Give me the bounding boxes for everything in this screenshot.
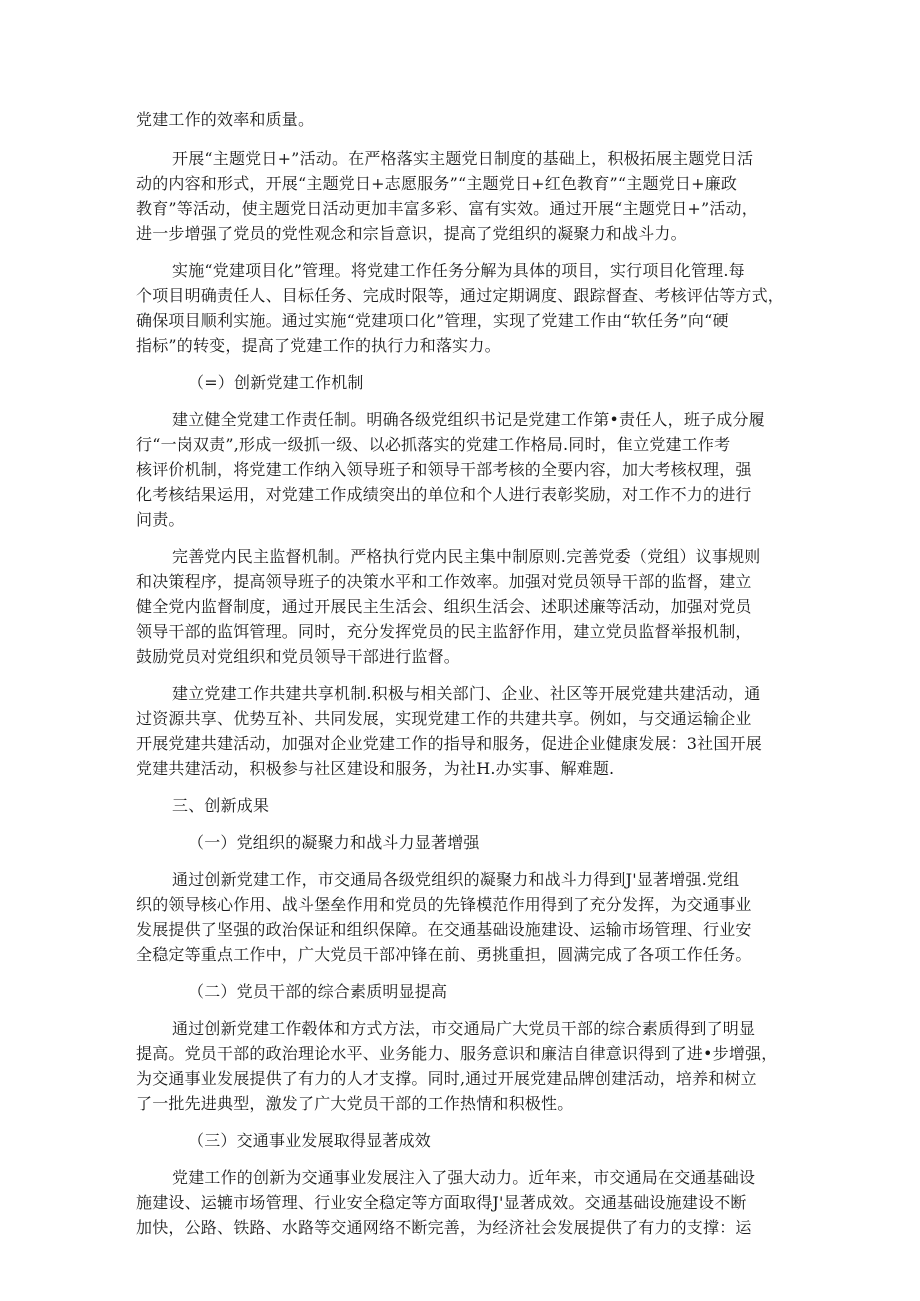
text-line: 提高。党员干部的政治理论水平、业务能力、服务意识和廉洁自律意识得到了进•步增强，	[136, 1044, 778, 1063]
paragraph-first-line: 建立党建工作共建共享机制.积极与相关部门、企业、社区等开展党建共建活动，通	[172, 684, 761, 703]
text-line: 发展提供了坚强的政治保证和组织保障。在交通基础设施建设、运输市场管理、行业安	[136, 920, 752, 939]
paragraph-first-line: 完善党内民主监督机制。严格执行党内民主集中制原则.完善党委（党组）议事规则	[172, 547, 761, 566]
text-line: 为交通事业发展提供了有力的人才支撑。同时,通过开展党建品牌创建活动，培养和树立	[136, 1069, 757, 1088]
text-line: 进一步增强了党员的党性观念和宗旨意识，提高了党组织的凝聚力和战斗力。	[136, 224, 687, 243]
text-line: 织的领导核心作用、战斗堡垒作用和党员的先锋模范作用得到了充分发挥，为交通事业	[136, 895, 752, 914]
paragraph-first-line: 通过创新党建工作毂体和方式方法，市交通局广大党员干部的综合素质得到了明显	[172, 1019, 756, 1038]
subsection-heading: （二）党员干部的综合素质明显提高	[188, 982, 448, 1001]
text-line: 动的内容和形式，开展“主题党日+志愿服务”“主题党日+红色教育”“主题党日+廉政	[136, 174, 738, 193]
subsection-heading: （一）党组织的凝聚力和战斗力显著增强	[188, 833, 480, 852]
text-line: 领导干部的监饵管理。同时，充分发挥党员的民主监舒作用，建立党员监督举报机制，	[136, 622, 752, 641]
text-line: 问责。	[136, 510, 185, 529]
text-line: 行“一岗双责”,形成一级抓一级、以必抓落实的党建工作格局.同时，隹立党建工作考	[136, 435, 731, 454]
text-line: 开展党建共建活动，加强对企业党建工作的指导和服务，促进企业健康发展：3社国开展	[136, 734, 762, 753]
text-line: 教育”等活动，使主题党日活动更加丰富多彩、富有实效。通过开展“主题党日+”活动，	[136, 199, 758, 218]
text-line: 加快，公路、铁路、水路等交通网络不断完善，为经济社会发展提供了有力的支撑：运	[136, 1218, 752, 1237]
text-line: 党建工作的效率和质量。	[136, 110, 315, 129]
text-line: 了一批先进典型，激发了广大党员干部的工作热情和积极性。	[136, 1094, 574, 1113]
text-line: 全稳定等重点工作中，广大党员干部冲锋在前、勇挑重担，圆满完成了各项工作任务。	[136, 945, 752, 964]
text-line: 过资源共享、优势互补、共同发展，实现党建工作的共建共享。例如，与交通运输企业	[136, 709, 752, 728]
text-line: 核评价机制，将党建工作纳入领导班子和领导干部考核的全要内容，加大考核权理，强	[136, 460, 752, 479]
text-line: 党建共建活动，积极参与社区建设和服务，为社H.办实事、解难题.	[136, 759, 615, 778]
text-line: 指标”的转变，提高了党建工作的执行力和落实力。	[136, 336, 501, 355]
text-line: 和决策程序，提高领导班子的决策水平和工作效率。加强对党员领导干部的监督，建立	[136, 572, 752, 591]
text-line: 个项目明确责任人、目标任务、完成时限等，通过定期调度、跟踪督查、考核评估等方式，	[136, 286, 785, 305]
paragraph-first-line: 党建工作的创新为交通事业发展注入了强大动力。近年来，市交通局在交通基础设	[172, 1168, 756, 1187]
paragraph-first-line: 通过创新党建工作，市交通局各级党组织的凝聚力和战斗力得到J'显著增强.党组	[172, 870, 740, 889]
text-line: 鼓励党员对党组织和党员领导干部进行监督。	[136, 647, 461, 666]
text-line: 确保项目顺利实施。通过实施“党建项口化”管理，实现了党建工作由“软任务”向“硬	[136, 311, 729, 330]
text-line: 健全党内监督制度，通过开展民主生活会、组织生活会、述职述廉等活动，加强对党员	[136, 597, 752, 616]
section-heading: （=）创新党建工作机制	[188, 373, 364, 392]
subsection-heading: （三）交通事业发展取得显著成效	[188, 1131, 432, 1150]
paragraph-first-line: 实施“党建项目化”管理。将党建工作任务分解为具体的项目，实行项目化管理.每	[172, 261, 745, 280]
paragraph-first-line: 建立健全党建工作责任制。明确各级党组织书记是党建工作第•责任人，班子成分履	[172, 410, 765, 429]
section-heading: 三、创新成果	[172, 796, 270, 815]
text-line: 施建设、运辘市场管理、行业安全稳定等方面取得J'显著成效。交通基础设施建设不断	[136, 1193, 747, 1212]
text-line: 化考核结果运用，对党建工作成绩突出的单位和个人进行表彰奖励，对工作不力的进行	[136, 485, 752, 504]
paragraph-first-line: 开展“主题党日+”活动。在严格落实主题党日制度的基础上，积极拓展主题党日活	[172, 149, 754, 168]
